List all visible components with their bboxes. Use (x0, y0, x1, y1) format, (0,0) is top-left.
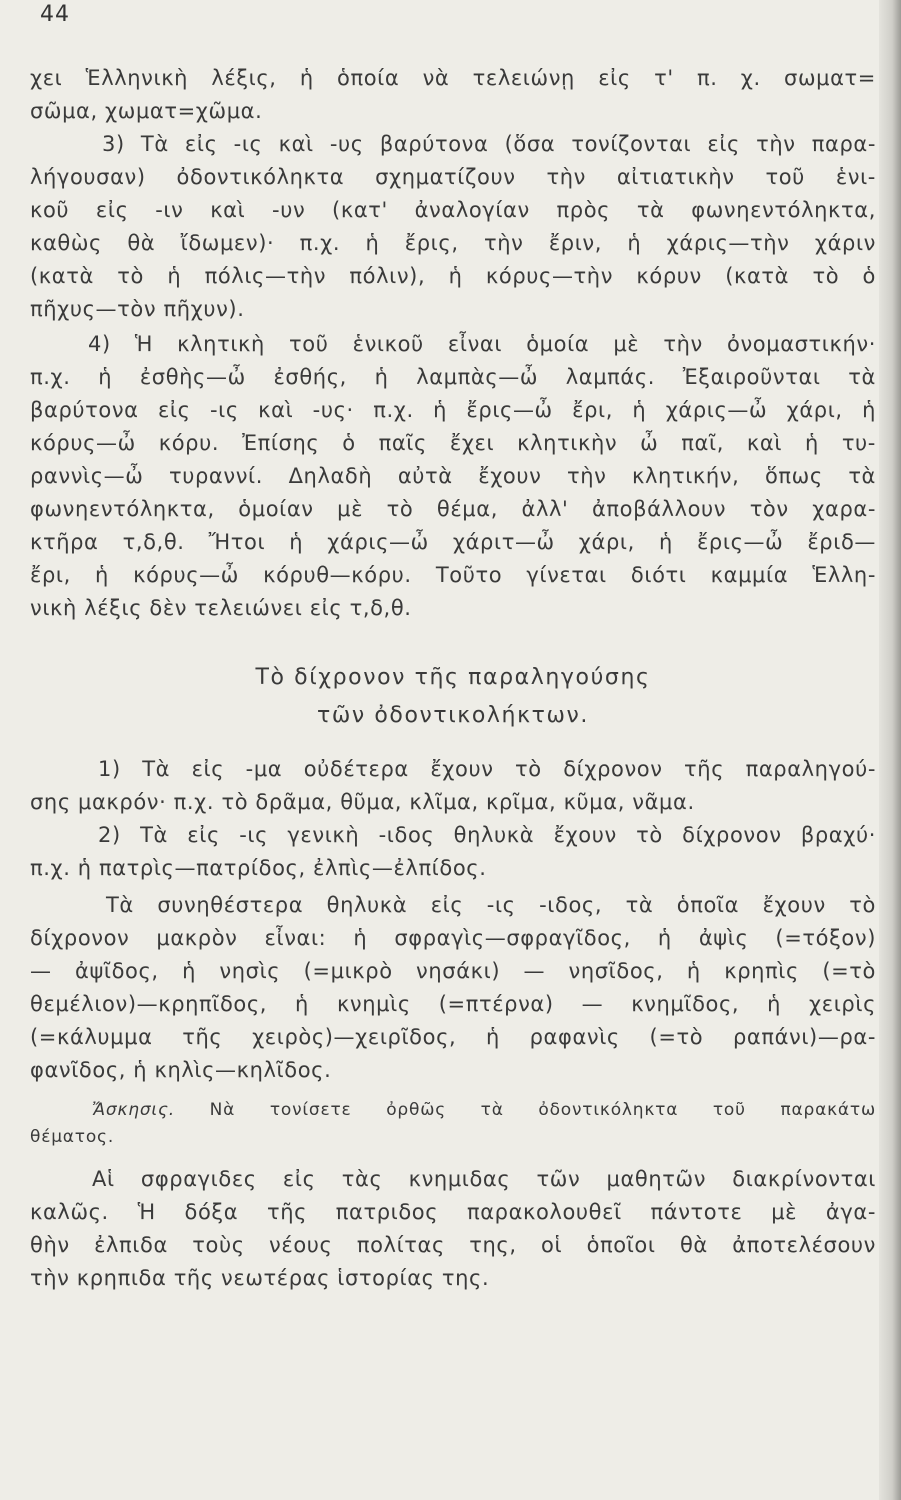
text-line: καλῶς. Ἡ δόξα τῆς πατριδος παρακολουθεῖ πάντοτε μὲ ἀγα- (30, 1200, 876, 1224)
text-line: τὴν κρηπιδα τῆς νεωτέρας ἱστορίας της. (30, 1266, 490, 1290)
text-line: 2) Τὰ εἰς -ις γενικὴ -ιδος θηλυκὰ ἔχουν τὸ δίχρονον βραχύ· (98, 823, 876, 847)
exercise-line-1 (30, 1097, 876, 1124)
text-line: — ἀψῖδος, ἡ νησὶς (=μικρὸ νησάκι) — νησῖδος, ἡ κρηπὶς (=τὸ (30, 959, 876, 983)
text-line: θὴν ἐλπιδα τοὺς νέους πολίτας της, οἱ ὁποῖοι θὰ ἀποτελέσουν (30, 1233, 876, 1257)
text-line: θεμέλιον)—κρηπῖδος, ἡ κνημὶς (=πτέρνα) — κνημῖδος, ἡ χειρὶς (30, 992, 876, 1016)
text-line: 3) Τὰ εἰς -ις καὶ -υς βαρύτονα (ὅσα τονίζονται εἰς τὴν παρα- (102, 132, 876, 156)
text-line: χει Ἑλληνικὴ λέξις, ἡ ὁποία νὰ τελειώνῃ εἰς τ' π. χ. σωματ= (30, 66, 876, 90)
heading-line-1: Τὸ δίχρονον τῆς παραληγούσης (255, 665, 651, 690)
text-line: 4) Ἡ κλητικὴ τοῦ ἑνικοῦ εἶναι ὁμοία μὲ τὴν ὀνομαστικήν· (88, 332, 876, 356)
text-line: δίχρονον μακρὸν εἶναι: ἡ σφραγὶς—σφραγῖδος, ἡ ἀψὶς (=τόξον) (30, 926, 876, 950)
text-line: Αἱ σφραγιδες εἰς τὰς κνημιδας τῶν μαθητῶν διακρίνονται (92, 1167, 876, 1191)
book-spine-shadow (879, 0, 901, 1500)
exercise-block (30, 1097, 876, 1151)
text-line: π.χ. ἡ ἐσθὴς—ὦ ἐσθής, ἡ λαμπὰς—ὦ λαμπάς. Ἐξαιροῦνται τὰ (30, 365, 876, 389)
paragraph-common-feminines (30, 889, 876, 1087)
text-line: κτῆρα τ,δ,θ. Ἤτοι ἡ χάρις—ὦ χάριτ—ὦ χάρι, ἡ ἔρις—ὦ ἔριδ— (30, 530, 876, 554)
page-number: 44 (40, 2, 70, 27)
paragraph-rule-1 (30, 753, 876, 819)
text-line: ἔρι, ἡ κόρυς—ὦ κόρυθ—κόρυ. Τοῦτο γίνεται διότι καμμία Ἑλλη- (30, 563, 876, 587)
text-line: (=κάλυμμα τῆς χειρὸς)—χειρῖδος, ἡ ραφανὶς (=τὸ ραπάνι)—ρα- (30, 1025, 876, 1049)
text-line: κόρυς—ὦ κόρυ. Ἐπίσης ὁ παῖς ἔχει κλητικὴν ὦ παῖ, καὶ ἡ τυ- (30, 431, 876, 455)
exercise-line-2: θέματος. (30, 1127, 115, 1147)
paragraph-continuation (30, 62, 876, 128)
text-line: πῆχυς—τὸν πῆχυν). (30, 297, 245, 321)
exercise-label: Ἄσκησις. (92, 1100, 175, 1120)
text-line: Τὰ συνηθέστερα θηλυκὰ εἰς -ις -ιδος, τὰ ὁποῖα ἔχουν τὸ (106, 893, 876, 917)
text-line: κοῦ εἰς -ιν καὶ -υν (κατ' ἀναλογίαν πρὸς τὰ φωνηεντόληκτα, (30, 198, 876, 222)
text-line: σῶμα, χωματ=χῶμα. (30, 99, 263, 123)
paragraph-rule-2 (30, 819, 876, 885)
text-line: φωνηεντόληκτα, ὁμοίαν μὲ τὸ θέμα, ἀλλ' ἀποβάλλουν τὸν χαρα- (30, 497, 876, 521)
text-line: σης μακρόν· π.χ. τὸ δρᾶμα, θῦμα, κλῖμα, κρῖμα, κῦμα, νᾶμα. (30, 790, 695, 814)
page-text (30, 62, 876, 1295)
text-line: λήγουσαν) ὀδοντικόληκτα σχηματίζουν τὴν αἰτιατικὴν τοῦ ἑνι- (30, 165, 876, 189)
paragraph-exercise-text (30, 1163, 876, 1295)
text-line: νικὴ λέξις δὲν τελειώνει εἰς τ,δ,θ. (30, 596, 412, 620)
paragraph-rule-4 (30, 328, 876, 625)
text-line: 1) Τὰ εἰς -μα οὐδέτερα ἔχουν τὸ δίχρονον τῆς παραληγού- (98, 757, 876, 781)
text-line: π.χ. ἡ πατρὶς—πατρίδος, ἐλπὶς—ἐλπίδος. (30, 856, 487, 880)
text-line: (κατὰ τὸ ἡ πόλις—τὴν πόλιν), ἡ κόρυς—τὴν κόρυν (κατὰ τὸ ὁ (30, 264, 876, 288)
text-line: καθὼς θὰ ἴδωμεν)· π.χ. ἡ ἔρις, τὴν ἔριν, ἡ χάρις—τὴν χάριν (30, 231, 876, 255)
exercise-instruction: Νὰ τονίσετε ὀρθῶς τὰ ὀδοντικόληκτα τοῦ παρακάτω (209, 1100, 876, 1120)
section-heading (30, 661, 876, 733)
text-line: ραννὶς—ὦ τυραννί. Δηλαδὴ αὐτὰ ἔχουν τὴν κλητικήν, ὅπως τὰ (30, 464, 876, 488)
text-line: φανῖδος, ἡ κηλὶς—κηλῖδος. (30, 1058, 332, 1082)
heading-line-2: τῶν ὀδοντικολήκτων. (316, 703, 589, 728)
text-line: βαρύτονα εἰς -ις καὶ -υς· π.χ. ἡ ἔρις—ὦ ἔρι, ἡ χάρις—ὦ χάρι, ἡ (30, 398, 876, 422)
paragraph-rule-3 (30, 128, 876, 326)
